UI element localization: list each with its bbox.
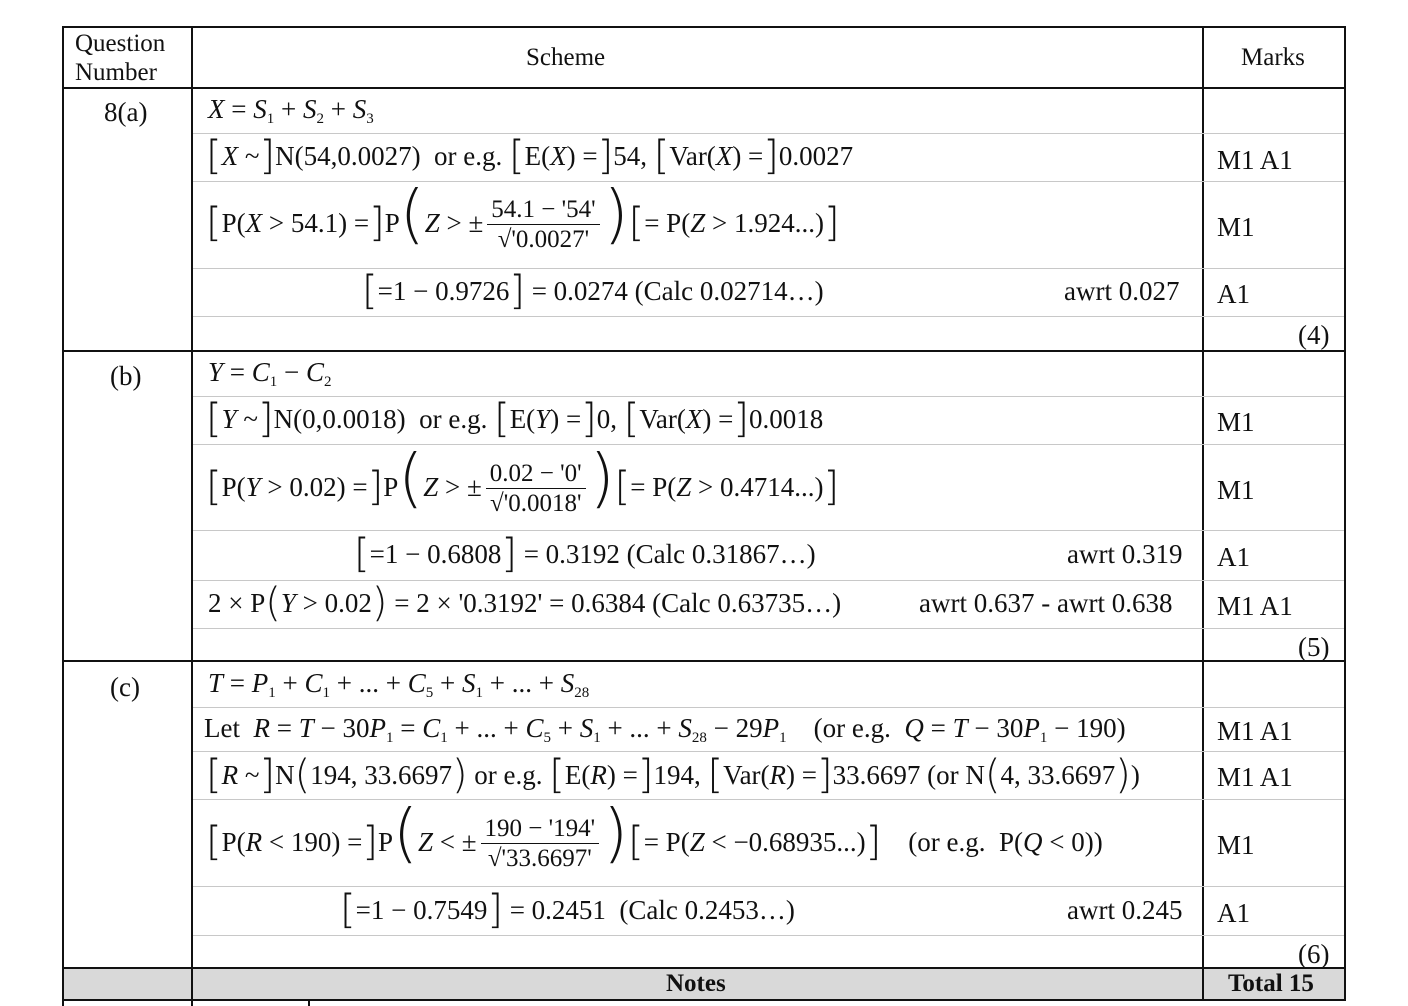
scheme-line: Let $R = T - 30P_1 = C_1$ + ... + $C_5 + S_1$ + ... + $S_{28} - 29P_1$ (or e.g. $Q = T - 30P_1 - 190$): [204, 713, 1126, 746]
notes-bottom-border: [62, 999, 1346, 1001]
section-label-c: (c): [110, 672, 140, 702]
marks-cell: M1 A1: [1217, 145, 1293, 175]
notes-heading: Notes: [666, 970, 726, 997]
notes-column-divider: [308, 999, 310, 1006]
scheme-line: [P(X > 54.1) =]P(Z > ± $\frac{54.1 - '54'}{√'0.0027'}$ )[= P(Z > 1.924...)]: [206, 178, 840, 254]
column-divider-1: [191, 26, 193, 1006]
scheme-line: [=1 − 0.9726] = 0.0274 (Calc 0.02714…): [362, 268, 824, 314]
scheme-line: $T = P_1 + C_1$ + ... + $C_5 + S_1$ + ... + $S_{28}$: [208, 668, 590, 701]
scheme-line: [Y ~]N(0,0.0018) or e.g. [E(Y) =]0, [Var(X) =]0.0018: [206, 396, 824, 442]
marks-cell: M1 A1: [1217, 716, 1293, 746]
scheme-line: [=1 − 0.7549] = 0.2451 (Calc 0.2453…): [340, 887, 795, 933]
scheme-line: $X = S_1 + S_2 + S_3$: [208, 94, 374, 127]
awrt-note: awrt 0.319: [1067, 539, 1183, 569]
table-right-border: [1344, 26, 1346, 1001]
scheme-line: [=1 − 0.6808] = 0.3192 (Calc 0.31867…): [354, 531, 816, 577]
header-bottom-border: [62, 87, 1346, 89]
scheme-line: [R ~]N(194, 33.6697) or e.g. [E(R) =]194, [Var(R) =]33.6697 (or N(4, 33.6697)): [206, 752, 1140, 798]
scheme-line: [P(R < 190) =]P(Z < ± $\frac{190 - '194'}{√'33.6697'}$ )[= P(Z < −0.68935...)] (or e.g. P(Q < 0)): [206, 797, 1103, 873]
subtotal: (4): [1298, 320, 1330, 350]
marks-cell: M1: [1217, 830, 1255, 860]
section-label-b: (b): [110, 361, 142, 391]
column-divider-2: [1202, 26, 1204, 1001]
row-separator: [193, 396, 1344, 397]
section-c-bottom-border: [62, 967, 1346, 969]
section-label-a: 8(a): [104, 97, 148, 127]
scheme-line: 2 × P(Y > 0.02) = 2 × '0.3192' = 0.6384 (Calc 0.63735…): [208, 580, 842, 626]
header-scheme: Scheme: [526, 44, 606, 71]
awrt-note: awrt 0.637 - awrt 0.638: [919, 588, 1173, 618]
marks-cell: M1: [1217, 475, 1255, 505]
awrt-note: awrt 0.027: [1064, 276, 1180, 306]
marks-cell: M1: [1217, 212, 1255, 242]
marks-cell: M1: [1217, 407, 1255, 437]
marks-cell: A1: [1217, 279, 1250, 309]
row-separator: [193, 886, 1344, 887]
subtotal: (5): [1298, 632, 1330, 662]
row-separator: [193, 444, 1344, 445]
header-marks: Marks: [1241, 44, 1305, 71]
marks-cell: M1 A1: [1217, 591, 1293, 621]
subtotal: (6): [1298, 939, 1330, 969]
section-a-bottom-border: [62, 350, 1346, 352]
scheme-line: [P(Y > 0.02) =]P(Z > ± $\frac{0.02 - '0'}{√'0.0018'}$ )[= P(Z > 0.4714...)]: [206, 442, 840, 518]
total-marks: Total 15: [1228, 970, 1314, 997]
row-separator: [193, 316, 1344, 317]
marks-cell: M1 A1: [1217, 762, 1293, 792]
section-b-bottom-border: [62, 660, 1346, 662]
scheme-line: [X ~]N(54,0.0027) or e.g. [E(X) =]54, [Var(X) =]0.0027: [206, 133, 854, 179]
row-separator: [193, 628, 1344, 629]
table-top-border: [62, 26, 1346, 28]
table-left-border: [62, 26, 64, 1006]
marks-cell: A1: [1217, 898, 1250, 928]
header-question-number: Question Number: [75, 30, 166, 86]
scheme-line: $Y = C_1 - C_2$: [208, 357, 332, 390]
row-separator: [193, 181, 1344, 182]
marks-cell: A1: [1217, 542, 1250, 572]
row-separator: [193, 799, 1344, 800]
row-separator: [193, 580, 1344, 581]
awrt-note: awrt 0.245: [1067, 895, 1183, 925]
row-separator: [193, 935, 1344, 936]
